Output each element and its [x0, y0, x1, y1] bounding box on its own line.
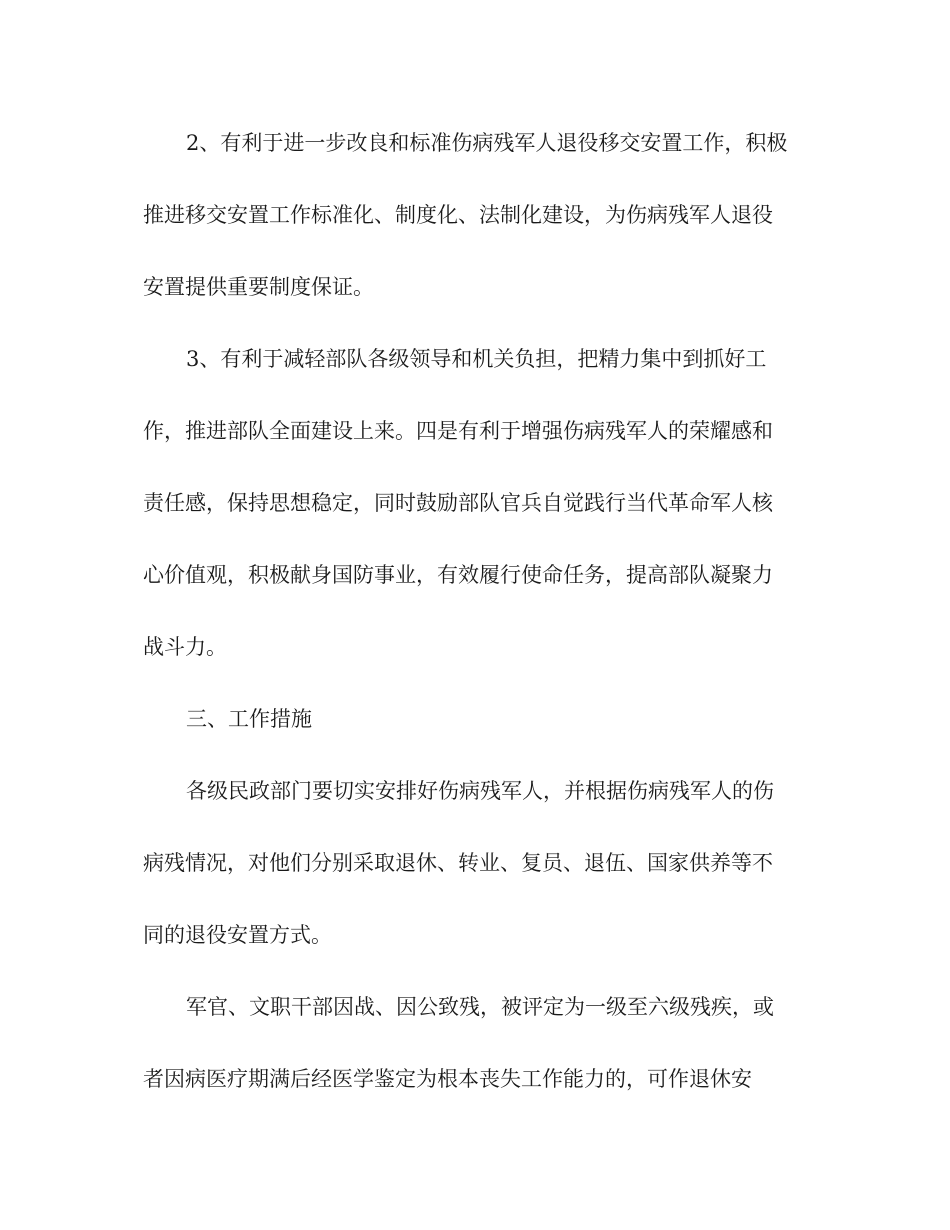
text-line: 同的退役安置方式。: [143, 923, 332, 947]
text-line: 心价值观，积极献身国防事业，有效履行使命任务，提高部队凝聚力: [143, 563, 773, 587]
text-line: 战斗力。: [143, 635, 227, 659]
text-line: 安置提供重要制度保证。: [143, 275, 374, 299]
text-line: 2、有利于进一步改良和标准伤病残军人退役移交安置工作，积极: [186, 131, 788, 155]
text-line: 作，推进部队全面建设上来。四是有利于增强伤病残军人的荣耀感和: [143, 419, 773, 443]
text-line: 军官、文职干部因战、因公致残，被评定为一级至六级残疾，或: [186, 995, 774, 1019]
text-line: 3、有利于减轻部队各级领导和机关负担，把精力集中到抓好工: [186, 347, 767, 371]
text-line: 病残情况，对他们分别采取退休、转业、复员、退伍、国家供养等不: [143, 851, 773, 875]
section-heading: 三、工作措施: [186, 707, 312, 731]
text-line: 责任感，保持思想稳定，同时鼓励部队官兵自觉践行当代革命军人核: [143, 491, 773, 515]
text-line: 推进移交安置工作标准化、制度化、法制化建设，为伤病残军人退役: [143, 203, 773, 227]
text-line: 各级民政部门要切实安排好伤病残军人，并根据伤病残军人的伤: [186, 779, 774, 803]
text-line: 者因病医疗期满后经医学鉴定为根本丧失工作能力的，可作退休安: [143, 1067, 752, 1091]
